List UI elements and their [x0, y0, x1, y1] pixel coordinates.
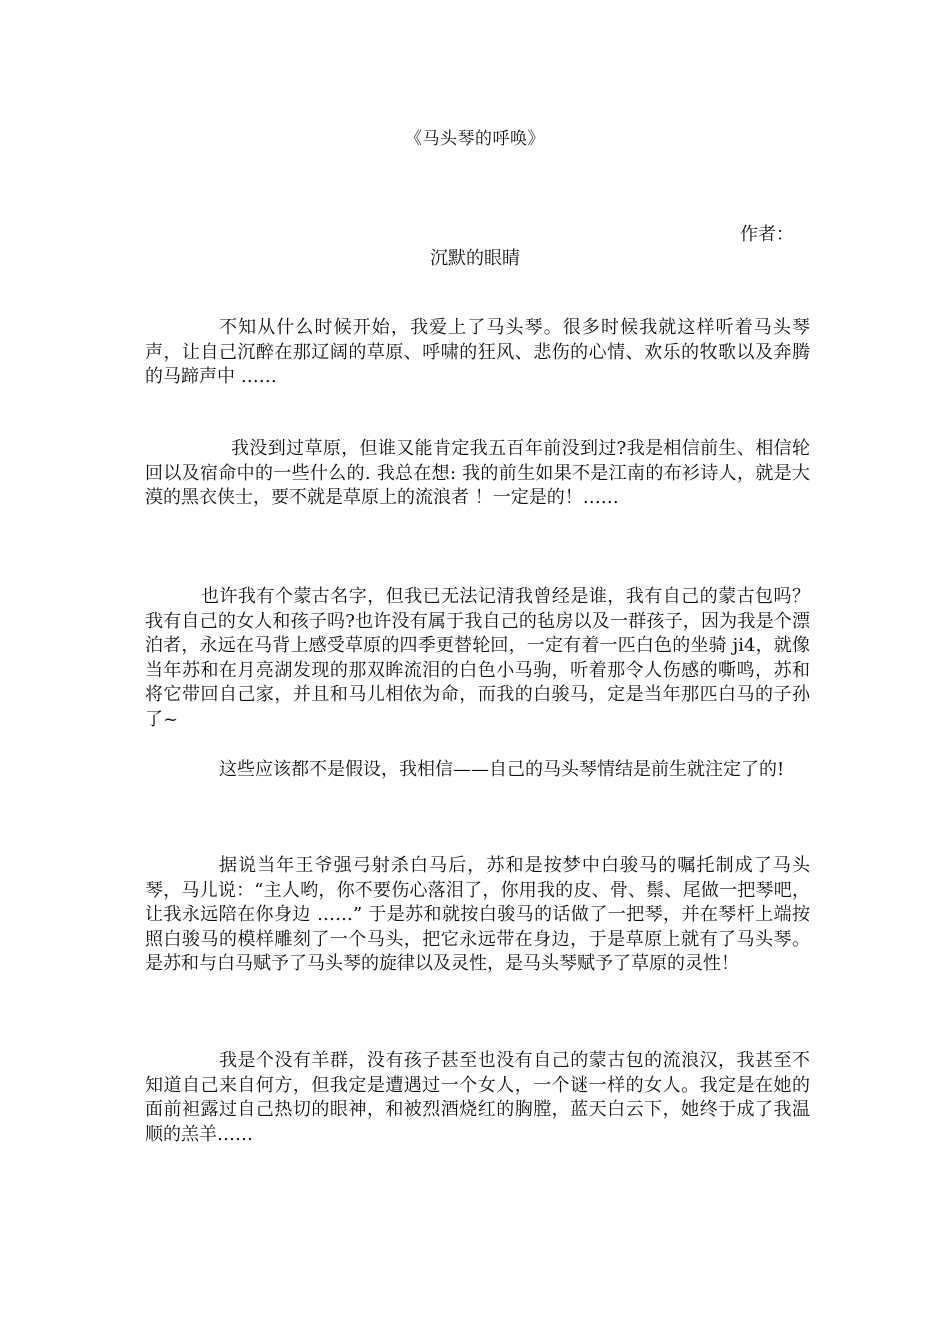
paragraph-3: 也许我有个蒙古名字，但我已无法记清我曾经是谁，我有自己的蒙古包吗？我有自己的女人和孩子吗?也许没有属于我自己的毡房以及一群孩子，因为我是个漂泊者，永远在马背上感受草原的四季更替轮回，一定有着一匹白色的坐骑 ji4，就像当年苏和在月亮湖发现的那双眸流泪的白色小马驹，听着那令人伤感的嘶鸣，苏和将它带回自己家，并且和马儿相依为命，而我的白骏马，定是当年那匹白马的子孙了~	[145, 586, 810, 730]
author-label: 作者：	[740, 224, 794, 245]
paragraph-5: 据说当年王爷强弓射杀白马后，苏和是按梦中白骏马的嘱托制成了马头琴，马儿说：“主人哟，你不要伤心落泪了，你用我的皮、骨、鬃、尾做一把琴吧，让我永远陪在你身边 ……” 于是苏和就按白骏马的话做了一把琴，并在琴杆上端按照白骏马的模样雕刻了一个马头，把它永远带在身边，于是草原上就有了马头琴。是苏和与白马赋予了马头琴的旋律以及灵性，是马头琴赋予了草原的灵性！	[145, 855, 810, 974]
paragraph-1: 不知从什么时候开始，我爱上了马头琴。很多时候我就这样听着马头琴声，让自己沉醉在那辽阔的草原、呼啸的狂风、悲伤的心情、欢乐的牧歌以及奔腾的马蹄声中 ……	[145, 317, 810, 387]
paragraph-6: 我是个没有羊群，没有孩子甚至也没有自己的蒙古包的流浪汉，我甚至不知道自己来自何方，但我定是遭遇过一个女人，一个谜一样的女人。我定是在她的面前袒露过自己热切的眼神，和被烈酒烧红的胸膛，蓝天白云下，她终于成了我温顺的羔羊……	[145, 1050, 810, 1145]
paragraph-4: 这些应该都不是假设，我相信——自己的马头琴情结是前生就注定了的!	[219, 759, 785, 780]
paragraph-2: 我没到过草原，但谁又能肯定我五百年前没到过?我是相信前生、相信轮回以及宿命中的一些什么的. 我总在想: 我的前生如果不是江南的布衫诗人，就是大漠的黑衣侠士，要不就是草原上的流浪者 ！一定是的！……	[145, 438, 810, 508]
author-name: 沉默的眼睛	[430, 248, 520, 269]
document-title: 《马头琴的呼唤》	[405, 129, 545, 149]
